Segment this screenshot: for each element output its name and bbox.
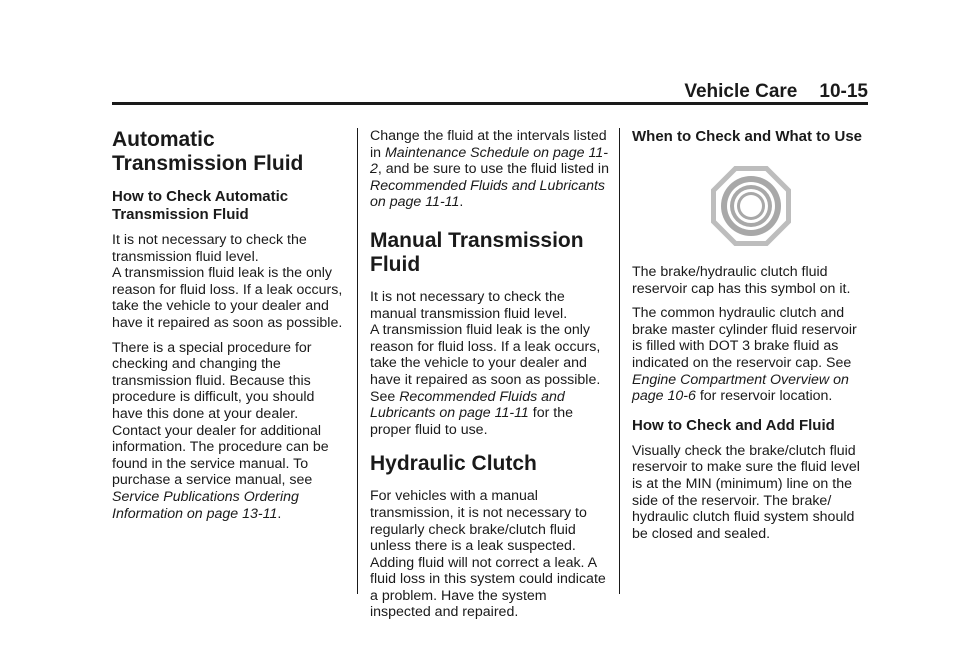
column-divider: [357, 128, 358, 594]
cross-reference-link[interactable]: Engine Compartment Overview on page 10-6: [632, 371, 849, 405]
brake-fluid-reservoir-cap-icon: [711, 166, 791, 246]
paragraph: There is a special procedure for checking and changing the transmission fluid. Because this procedure is difficult, you should have this done at your dealer. Contact your dealer for additional information. The procedure can be found in the service manual. To purchase a service manual, see Service Publications Ordering Information on page 13-11.: [112, 339, 329, 522]
section-title: Vehicle Care: [684, 81, 798, 102]
paragraph: It is not necessary to check the transmission fluid level. A transmission fluid leak is the only reason for fluid loss. If a leak occurs, take the vehicle to your dealer and have it repaired as soon as possible.: [112, 232, 343, 331]
paragraph: For vehicles with a manual transmission, it is not necessary to regularly check brake/clutch fluid unless there is a leak suspected. Adding fluid will not correct a leak. A fluid loss in this system could indicate a problem. Have the system inspected and repaired.: [370, 488, 606, 621]
column-middle: [370, 128, 610, 629]
column-divider: [619, 128, 620, 594]
subsection-heading: How to Check and Add Fluid: [632, 416, 835, 434]
paragraph: The brake/hydraulic clutch fluid reservoir cap has this symbol on it.: [632, 264, 851, 297]
section-heading: Hydraulic Clutch: [370, 452, 537, 476]
paragraph: Change the fluid at the intervals listed in Maintenance Schedule on page 11-2, and be sure to use the fluid listed in Recommended Fluids and Lubricants on page 11-11.: [370, 128, 609, 211]
cross-reference-link[interactable]: Recommended Fluids and Lubricants on page 11-11: [370, 177, 606, 211]
paragraph: It is not necessary to check the manual transmission fluid level. A transmission fluid leak is the only reason for fluid loss. If a leak occurs, take the vehicle to your dealer and have it repaired as soon as possible. See Recommended Fluids and Lubricants on page 11-11 for the proper fluid to use.: [370, 288, 601, 438]
subsection-heading: How to Check Automatic Transmission Fluid: [112, 188, 289, 223]
page-number: 10-15: [819, 81, 868, 102]
paragraph: Visually check the brake/clutch fluid reservoir to make sure the fluid level is at the MIN (minimum) line on the side of the reservoir. The brake/ hydraulic clutch fluid system should be closed and sealed.: [632, 442, 860, 542]
paragraph: The common hydraulic clutch and brake master cylinder fluid reservoir is filled with DOT 3 brake fluid as indicated on the reservoir cap. See Engine Compartment Overview on page 10-6 for reservoir location.: [632, 305, 857, 405]
header-rule: [112, 102, 868, 105]
column-left: [112, 128, 344, 530]
page-header: [112, 80, 868, 104]
section-heading: Manual Transmission Fluid: [370, 228, 584, 276]
section-heading: Automatic Transmission Fluid: [112, 128, 304, 175]
cross-reference-link[interactable]: Recommended Fluids and Lubricants on page 11-11: [370, 388, 565, 422]
cross-reference-link[interactable]: Service Publications Ordering Information on page 13-11: [112, 488, 299, 522]
cross-reference-link[interactable]: Maintenance Schedule on page 11-2: [370, 144, 608, 178]
column-right: [632, 128, 870, 550]
subsection-heading: When to Check and What to Use: [632, 128, 863, 145]
